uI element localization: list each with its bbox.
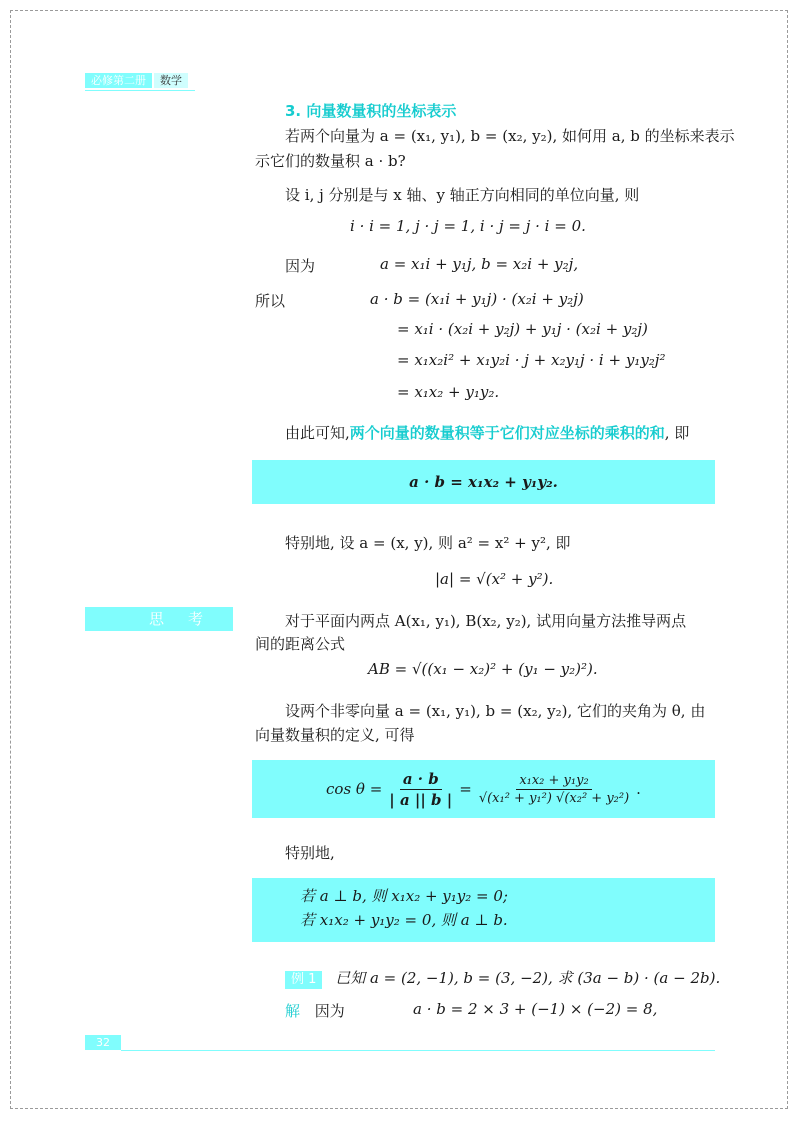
modulus-formula: |a| = √(x² + y²). (435, 570, 554, 588)
angle-line1: 设两个非零向量 a = (x₁, y₁), b = (x₂, y₂), 它们的夹角为 θ, 由 (285, 702, 706, 720)
angle-line2: 向量数量积的定义, 可得 (255, 726, 415, 744)
solution: 解 因为 (285, 1002, 345, 1020)
conclusion: 由此可知,两个向量的数量积等于它们对应坐标的乘积的和, 即 (285, 424, 690, 442)
eq-unit: i · i = 1, j · j = 1, i · j = j · i = 0. (350, 217, 586, 235)
header-book: 必修第二册 (85, 73, 152, 88)
fraction-coords: $\frac{\text{x₁x₂ + y₁y₂}}{\text{√(x₁² + y₁²) √(x₂² + y₂²)}}$ (478, 772, 630, 806)
because-label: 因为 (285, 257, 316, 275)
formula-box-dot-product: a · b = x₁x₂ + y₁y₂. (252, 460, 715, 504)
page-number: 32 (85, 1035, 121, 1050)
header-tag (85, 73, 188, 88)
special2: 特别地, (285, 844, 335, 862)
think-line1: 对于平面内两点 A(x₁, y₁), B(x₂, y₂), 试用向量方法推导两点 (285, 612, 687, 630)
para2: 设 i, j 分别是与 x 轴、y 轴正方向相同的单位向量, 则 (285, 186, 640, 204)
footer-rule (121, 1050, 715, 1051)
think-line2: 间的距离公式 (255, 635, 346, 653)
header-subject: 数学 (154, 73, 188, 88)
conclusion-highlight: 两个向量的数量积等于它们对应坐标的乘积的和 (349, 424, 665, 442)
derivation-line: = x₁x₂i² + x₁y₂i · j + x₂y₁j · i + y₁y₂j² (397, 351, 666, 369)
fraction-vectors: $\frac{a \cdot b}{| a || b |}$ (389, 769, 453, 809)
formula-box-cosine: cos θ = $\frac{a \cdot b}{| a || b |}$ = $\frac{\text{x₁x₂ + y₁y₂}}{\text{√(x₁² + y₁²) √(x₂² + y₂²)}}$ . (252, 760, 715, 818)
formula-box-perpendicular: 若 a ⊥ b, 则 x₁x₂ + y₁y₂ = 0; 若 x₁x₂ + y₁y₂ = 0, 则 a ⊥ b. (252, 878, 715, 942)
para1-line1: 若两个向量为 a = (x₁, y₁), b = (x₂, y₂), 如何用 a, b 的坐标来表示 (285, 127, 735, 145)
section-title: 3. 向量数量积的坐标表示 (285, 102, 457, 120)
solution-tag: 解 (285, 1002, 301, 1020)
special1: 特别地, 设 a = (x, y), 则 a² = x² + y², 即 (285, 534, 571, 552)
derivation-line: = x₁x₂ + y₁y₂. (397, 383, 500, 401)
derivation-line: a · b = (x₁i + y₁j) · (x₂i + y₂j) (370, 290, 584, 308)
example-tag: 例 1 (285, 971, 322, 989)
header-rule (85, 90, 195, 91)
distance-formula: AB = √((x₁ − x₂)² + (y₁ − y₂)²). (368, 660, 598, 678)
think-label: 思考 (85, 607, 233, 631)
para1-line2: 示它们的数量积 a · b? (255, 152, 406, 170)
page-border (10, 10, 788, 1109)
so-label: 所以 (255, 292, 286, 310)
example-1: 例 1 已知 a = (2, −1), b = (3, −2), 求 (3a − b) · (a − 2b). (285, 967, 720, 989)
solution-eq: a · b = 2 × 3 + (−1) × (−2) = 8, (413, 1000, 658, 1018)
derivation-line: = x₁i · (x₂i + y₂j) + y₁j · (x₂i + y₂j) (397, 320, 648, 338)
because-eq: a = x₁i + y₁j, b = x₂i + y₂j, (380, 255, 579, 273)
